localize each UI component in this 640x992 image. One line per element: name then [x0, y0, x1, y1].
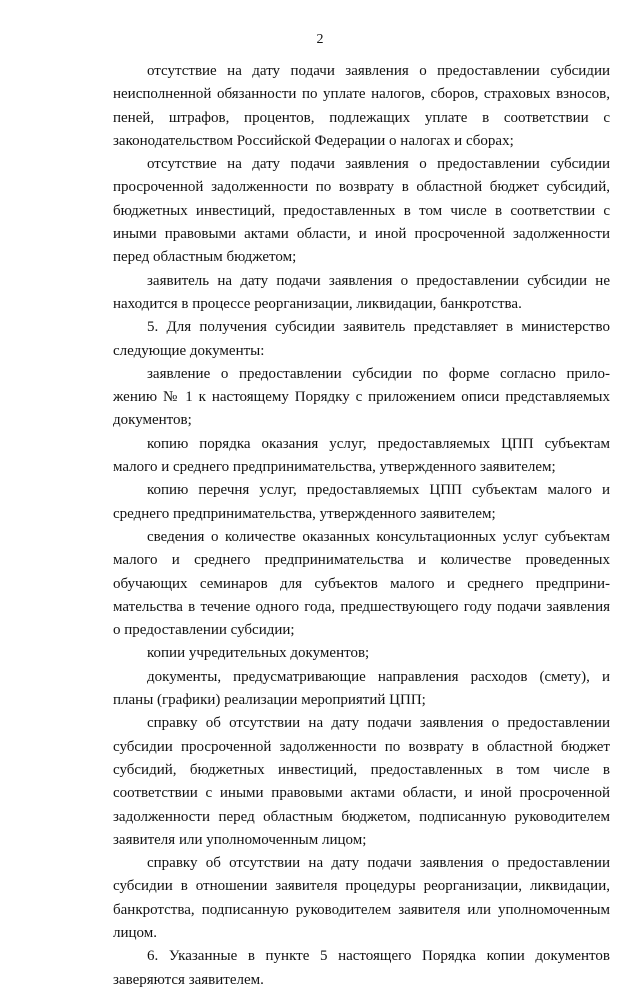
- text-line: субсидий, бюджетных инвестиций, предоставленных в том числе в: [113, 761, 610, 778]
- text-line: заявитель на дату подачи заявления о предоставлении субсидии не: [147, 272, 610, 289]
- text-line: следующие документы:: [113, 342, 265, 359]
- text-line: просроченной задолженности по возврату в областной бюджет субсидий,: [113, 179, 610, 196]
- text-line: копии учредительных документов;: [147, 645, 370, 662]
- text-line: о предоставлении субсидии;: [113, 622, 295, 639]
- text-line: копию порядка оказания услуг, предоставляемых ЦПП субъектам: [147, 435, 610, 452]
- text-line: справку об отсутствии на дату подачи заявления о предоставлении: [147, 715, 610, 732]
- text-line: перед областным бюджетом;: [113, 249, 297, 266]
- text-line: жению № 1 к настоящему Порядку с приложением описи представляемых: [113, 389, 610, 406]
- text-line: копию перечня услуг, предоставляемых ЦПП субъектам малого и: [147, 482, 610, 499]
- text-line: заявление о предоставлении субсидии по форме согласно прило-: [147, 365, 610, 382]
- text-line: среднего предпринимательства, утвержденного заявителем;: [113, 505, 496, 522]
- text-line: малого и среднего предпринимательства, утвержденного заявителем;: [113, 459, 556, 476]
- text-line: субсидии в отношении заявителя процедуры реорганизации, ликвидации,: [113, 878, 610, 895]
- text-line: неисполненной обязанности по уплате налогов, сборов, страховых взносов,: [113, 86, 610, 103]
- text-line: находится в процессе реорганизации, ликвидации, банкротства.: [113, 295, 522, 312]
- text-line: документов;: [113, 412, 192, 429]
- text-line: мательства в течение одного года, предшествующего году подачи заявления: [113, 598, 610, 615]
- text-line: сведения о количестве оказанных консультационных услуг субъектам: [147, 528, 610, 545]
- text-line: субсидии просроченной задолженности по возврату в областной бюджет: [113, 738, 610, 755]
- document-body: [113, 60, 610, 992]
- text-line: 6. Указанные в пункте 5 настоящего Порядка копии документов: [147, 948, 610, 965]
- text-line: малого и среднего предпринимательства и количестве проведенных: [113, 552, 610, 569]
- text-line: отсутствие на дату подачи заявления о предоставлении субсидии: [147, 156, 610, 173]
- text-line: заявителя или уполномоченным лицом;: [113, 831, 367, 848]
- text-line: отсутствие на дату подачи заявления о предоставлении субсидии: [147, 63, 610, 79]
- text-line: 5. Для получения субсидии заявитель представляет в министерство: [147, 319, 610, 336]
- text-line: заверяются заявителем.: [113, 971, 264, 988]
- text-line: банкротства, подписанную руководителем заявителя или уполномоченным: [113, 901, 610, 918]
- text-line: задолженности перед областным бюджетом, подписанную руководителем: [113, 808, 610, 825]
- text-line: планы (графики) реализации мероприятий ЦПП;: [113, 692, 426, 709]
- text-line: документы, предусматривающие направления расходов (смету), и: [147, 668, 610, 685]
- page-number: 2: [316, 32, 324, 47]
- text-line: иными правовыми актами области, и иной просроченной задолженности: [113, 226, 610, 243]
- text-line: законодательством Российской Федерации о налогах и сборах;: [113, 132, 514, 149]
- text-line: лицом.: [113, 924, 157, 941]
- text-line: пеней, штрафов, процентов, подлежащих уплате в соответствии с: [113, 109, 610, 126]
- text-line: соответствии с иными правовыми актами области, и иной просроченной: [113, 785, 610, 802]
- text-line: обучающих семинаров для субъектов малого и среднего предприни-: [113, 575, 610, 592]
- text-line: справку об отсутствии на дату подачи заявления о предоставлении: [147, 855, 610, 872]
- text-line: бюджетных инвестиций, предоставленных в том числе в соответствии с: [113, 202, 610, 219]
